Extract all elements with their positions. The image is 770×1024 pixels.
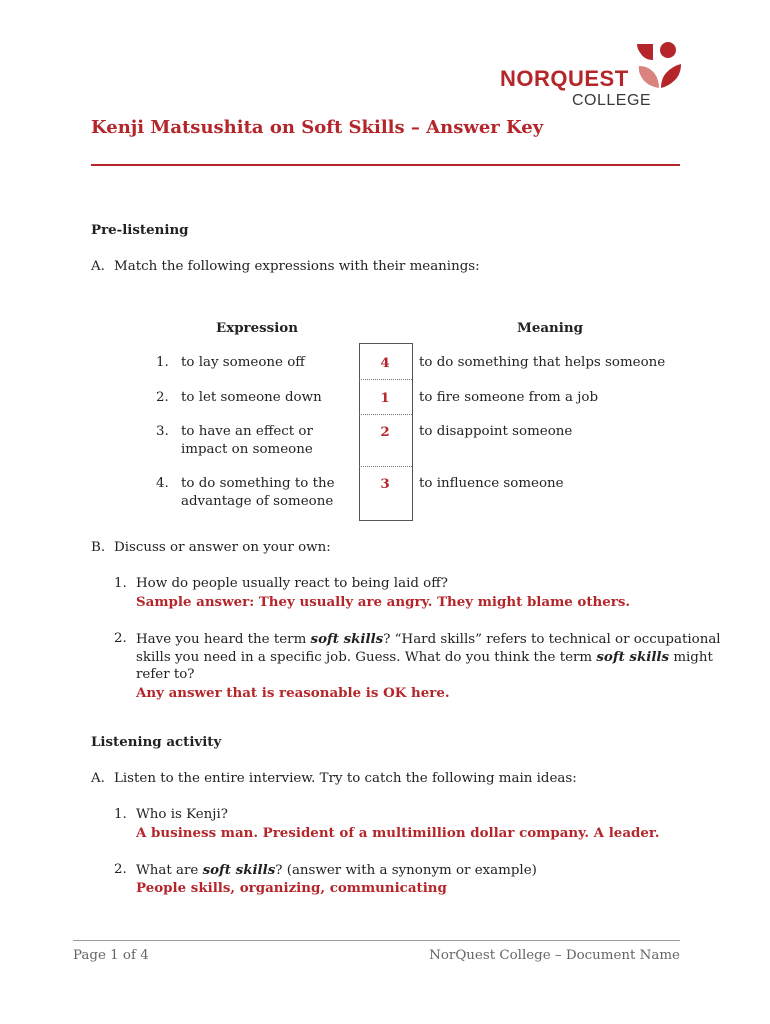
sample-answer: Sample answer: They usually are angry. They might blame others. xyxy=(136,594,631,610)
meaning-row-1: to do something that helps someone xyxy=(419,355,666,370)
meaning-row-3: to disappoint someone xyxy=(419,424,573,439)
question-text: How do people usually react to being laid off? xyxy=(136,576,448,591)
title-divider xyxy=(91,164,680,166)
match-table: Expression Meaning 1. to lay someone off 4 to do something that helps someone 2. to let someone down 1 to fire someone from a job 3. to have an effect or impact on someone 2 to disappoint someone 4. to do something to the advantage of someone 3 to influence someone xyxy=(91,318,681,523)
section-heading-pre-listening: Pre-listening xyxy=(91,222,189,238)
sample-answer: Any answer that is reasonable is OK here. xyxy=(136,685,450,701)
table-header-expression: Expression xyxy=(216,320,298,336)
meaning-row-4: to influence someone xyxy=(419,476,564,491)
footer-document-name: NorQuest College – Document Name xyxy=(429,948,680,963)
answer-cell-4: 3 xyxy=(380,476,390,492)
answer-cell-2: 1 xyxy=(380,390,390,406)
question-number: 2. xyxy=(114,631,127,646)
answer-cell-1: 4 xyxy=(380,355,390,371)
sample-answer: People skills, organizing, communicating xyxy=(136,880,447,896)
logo-wordmark-college: COLLEGE xyxy=(572,92,652,109)
page-number: Page 1 of 4 xyxy=(73,948,149,963)
footer-divider xyxy=(73,940,680,941)
pre-a-label: A. xyxy=(91,259,105,274)
question-text-line-3: refer to? xyxy=(136,667,195,682)
question-number: 1. xyxy=(114,807,127,822)
pre-b-instruction: Discuss or answer on your own: xyxy=(114,540,331,555)
question-number: 2. xyxy=(114,862,127,877)
document-title: Kenji Matsushita on Soft Skills – Answer Key xyxy=(91,117,544,138)
question-text: What are soft skills? (answer with a synonym or example) xyxy=(136,862,537,878)
cell-divider xyxy=(359,379,412,380)
question-number: 1. xyxy=(114,576,127,591)
meaning-row-2: to fire someone from a job xyxy=(419,390,599,405)
question-text-line-2: skills you need in a specific job. Guess. What do you think the term soft skills might xyxy=(136,649,713,665)
listening-a-label: A. xyxy=(91,771,105,786)
answer-cell-3: 2 xyxy=(380,424,390,440)
question-text: Who is Kenji? xyxy=(136,807,228,822)
sample-answer: A business man. President of a multimillion dollar company. A leader. xyxy=(136,825,660,841)
section-heading-listening: Listening activity xyxy=(91,734,222,750)
question-text-line-1: Have you heard the term soft skills? “Hard skills” refers to technical or occupational xyxy=(136,631,721,647)
listening-a-instruction: Listen to the entire interview. Try to catch the following main ideas: xyxy=(114,771,577,786)
table-header-meaning: Meaning xyxy=(517,320,583,336)
cell-divider xyxy=(359,466,412,467)
pre-b-label: B. xyxy=(91,540,106,555)
cell-divider xyxy=(359,414,412,415)
logo-wordmark-norquest: NORQUEST xyxy=(500,66,629,91)
logo-emblem-icon xyxy=(635,40,683,90)
pre-a-instruction: Match the following expressions with their meanings: xyxy=(114,259,480,274)
norquest-logo xyxy=(500,40,685,112)
